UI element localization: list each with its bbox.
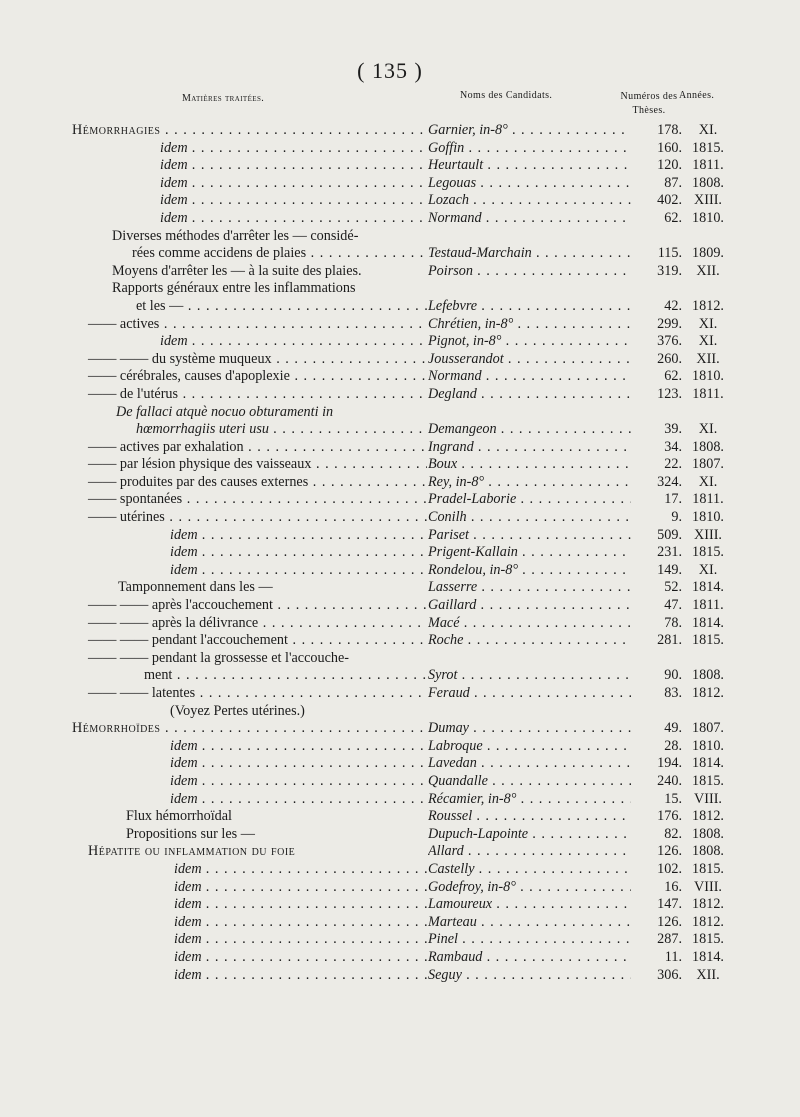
- year: 1815.: [692, 139, 724, 156]
- candidate: Feraud . . .: [428, 685, 631, 703]
- subject: Propositions sur les —: [126, 825, 255, 842]
- table-row: [72, 632, 732, 650]
- year: 1808.: [692, 174, 724, 191]
- table-row: [72, 140, 732, 158]
- table-row: [72, 791, 732, 809]
- subject: Moyens d'arrêter les — à la suite des plaies.: [112, 262, 362, 279]
- subject: —— actives . . .: [72, 316, 427, 334]
- subject: Tamponnement dans les —: [118, 579, 273, 596]
- thesis-number: 39.: [664, 421, 682, 438]
- thesis-number: 123.: [657, 385, 682, 402]
- table-row: [72, 210, 732, 228]
- subject: idem . . .: [72, 773, 427, 791]
- subject: idem . . .: [72, 175, 427, 193]
- thesis-number: 9.: [671, 509, 682, 526]
- table-row: [72, 280, 732, 298]
- index-table: [72, 122, 732, 984]
- year: 1815.: [692, 772, 724, 789]
- thesis-number: 22.: [664, 456, 682, 473]
- candidate: Rambaud . . .: [428, 949, 631, 967]
- candidate: Syrot . . .: [428, 667, 631, 685]
- year: XI.: [698, 421, 718, 438]
- year: 1815.: [692, 632, 724, 649]
- year: XI.: [698, 333, 718, 350]
- year: 1812.: [692, 685, 724, 701]
- subject: —— spontanées . . .: [72, 491, 427, 509]
- thesis-number: 15.: [664, 790, 682, 807]
- thesis-number: 324.: [657, 473, 682, 490]
- subject: —— cérébrales, causes d'apoplexie . . .: [72, 368, 427, 386]
- candidate: Pignot, in-8° . . .: [428, 333, 631, 351]
- candidate: Pradel-Laborie . . .: [428, 491, 631, 509]
- year: 1811.: [692, 491, 724, 508]
- year: XI.: [698, 473, 718, 490]
- thesis-number: 176.: [657, 808, 682, 825]
- thesis-number: 34.: [664, 438, 682, 455]
- thesis-number: 319.: [657, 262, 682, 279]
- year: 1811.: [692, 157, 724, 174]
- candidate: Macé . . .: [428, 615, 631, 633]
- year: 1808.: [692, 438, 724, 455]
- subject: ment . . .: [72, 667, 427, 685]
- thesis-number: 287.: [657, 931, 682, 948]
- subject: idem . . .: [72, 562, 427, 580]
- thesis-number: 178.: [657, 122, 682, 138]
- year: 1812.: [692, 913, 724, 930]
- candidate: Quandalle . . .: [428, 773, 631, 791]
- candidate: Pariset . . .: [428, 527, 631, 545]
- thesis-number: 28.: [664, 737, 682, 754]
- candidate: Normand . . .: [428, 368, 631, 386]
- table-row: [72, 157, 732, 175]
- subject: idem . . .: [72, 544, 427, 562]
- subject: idem . . .: [72, 931, 427, 949]
- year: 1808.: [692, 825, 724, 842]
- header-noms: Noms des Candidats.: [460, 90, 553, 101]
- thesis-number: 402.: [657, 192, 682, 209]
- table-row: [72, 122, 732, 140]
- thesis-number: 78.: [664, 614, 682, 631]
- subject: idem . . .: [72, 914, 427, 932]
- thesis-number: 47.: [664, 597, 682, 614]
- thesis-number: 82.: [664, 825, 682, 842]
- page-number: ( 135 ): [357, 58, 423, 83]
- table-row: [72, 896, 732, 914]
- year: 1807.: [692, 720, 724, 737]
- candidate: Roche . . .: [428, 632, 631, 650]
- thesis-number: 231.: [657, 544, 682, 561]
- candidate: Allard . . .: [428, 843, 631, 861]
- year: 1811.: [692, 597, 724, 614]
- table-row: [72, 720, 732, 738]
- year: 1815.: [692, 860, 724, 877]
- subject: hœmorrhagiis uteri usu . . .: [72, 421, 427, 439]
- subject: Hémorrhoïdes . . .: [72, 720, 427, 738]
- candidate: Chrétien, in-8° . . .: [428, 316, 631, 334]
- thesis-number: 149.: [657, 561, 682, 578]
- subject: —— par lésion physique des vaisseaux . . .: [72, 456, 427, 474]
- thesis-number: 240.: [657, 772, 682, 789]
- candidate: Lamoureux . . .: [428, 896, 631, 914]
- subject: idem . . .: [72, 192, 427, 210]
- subject: (Voyez Pertes utérines.): [170, 702, 305, 719]
- year: XIII.: [694, 192, 722, 209]
- subject: idem . . .: [72, 755, 427, 773]
- table-row: [72, 843, 732, 861]
- subject: Flux hémorrhoïdal: [126, 808, 232, 825]
- table-row: [72, 175, 732, 193]
- thesis-number: 102.: [657, 860, 682, 877]
- table-row: [72, 351, 732, 369]
- year: 1814.: [692, 614, 724, 631]
- candidate: Récamier, in-8° . . .: [428, 791, 631, 809]
- candidate: Pinel . . .: [428, 931, 631, 949]
- thesis-number: 42.: [664, 297, 682, 314]
- table-row: [72, 949, 732, 967]
- table-row: [72, 562, 732, 580]
- header-matieres: Matières traitées.: [182, 93, 265, 104]
- subject: Rapports généraux entre les inflammations: [112, 280, 356, 297]
- subject: idem . . .: [72, 879, 427, 897]
- subject: idem . . .: [72, 967, 427, 985]
- year: XI.: [698, 122, 718, 138]
- table-row: [72, 650, 732, 668]
- table-row: [72, 421, 732, 439]
- thesis-number: 90.: [664, 667, 682, 684]
- subject: —— —— du système muqueux . . .: [72, 351, 427, 369]
- thesis-number: 147.: [657, 896, 682, 913]
- year: XII.: [696, 966, 720, 983]
- candidate: Dupuch-Lapointe . . .: [428, 826, 631, 844]
- thesis-number: 299.: [657, 315, 682, 332]
- year: 1812.: [692, 896, 724, 913]
- thesis-number: 306.: [657, 966, 682, 983]
- table-row: [72, 703, 732, 721]
- candidate: Conilh . . .: [428, 509, 631, 527]
- year: 1814.: [692, 579, 724, 596]
- subject: —— —— latentes . . .: [72, 685, 427, 703]
- table-row: [72, 439, 732, 457]
- year: 1810.: [692, 368, 724, 385]
- thesis-number: 115.: [657, 245, 682, 262]
- thesis-number: 62.: [664, 209, 682, 226]
- thesis-number: 126.: [657, 843, 682, 860]
- candidate: Ingrand . . .: [428, 439, 631, 457]
- table-row: [72, 245, 732, 263]
- table-row: [72, 579, 732, 597]
- subject: idem . . .: [72, 210, 427, 228]
- table-row: [72, 456, 732, 474]
- year: 1808.: [692, 843, 724, 860]
- thesis-number: 17.: [664, 491, 682, 508]
- candidate: Prigent-Kallain . . .: [428, 544, 631, 562]
- candidate: Gaillard . . .: [428, 597, 631, 615]
- candidate: Castelly . . .: [428, 861, 631, 879]
- subject: De fallaci atquè nocuo obturamenti in: [116, 403, 334, 420]
- year: XI.: [698, 561, 718, 578]
- table-row: [72, 404, 732, 422]
- candidate: Lozach . . .: [428, 192, 631, 210]
- table-row: [72, 667, 732, 685]
- thesis-number: 87.: [664, 174, 682, 191]
- candidate: Labroque . . .: [428, 738, 631, 756]
- candidate: Jousserandot . . .: [428, 351, 631, 369]
- candidate: Godefroy, in-8° . . .: [428, 879, 631, 897]
- table-row: [72, 368, 732, 386]
- table-row: [72, 491, 732, 509]
- subject: —— utérines . . .: [72, 509, 427, 527]
- thesis-number: 281.: [657, 632, 682, 649]
- year: 1808.: [692, 667, 724, 684]
- table-row: [72, 738, 732, 756]
- candidate: Boux . . .: [428, 456, 631, 474]
- year: 1814.: [692, 755, 724, 772]
- table-row: [72, 615, 732, 633]
- subject: Hémorrhagies . . .: [72, 122, 427, 140]
- thesis-number: 120.: [657, 157, 682, 174]
- subject: Diverses méthodes d'arrêter les — considé-: [112, 227, 359, 244]
- year: XI.: [698, 315, 718, 332]
- table-row: [72, 931, 732, 949]
- candidate: Lasserre . . .: [428, 579, 631, 597]
- subject: —— —— après l'accouchement . . .: [72, 597, 427, 615]
- table-row: [72, 263, 732, 281]
- subject: et les — . . .: [72, 298, 427, 316]
- thesis-number: 376.: [657, 333, 682, 350]
- year: 1814.: [692, 948, 724, 965]
- subject: idem . . .: [72, 157, 427, 175]
- candidate: Demangeon . . .: [428, 421, 631, 439]
- subject: —— de l'utérus . . .: [72, 386, 427, 404]
- year: 1811.: [692, 385, 724, 402]
- candidate: Roussel . . .: [428, 808, 631, 826]
- thesis-number: 260.: [657, 350, 682, 367]
- candidate: Heurtault . . .: [428, 157, 631, 175]
- table-row: [72, 861, 732, 879]
- thesis-number: 126.: [657, 913, 682, 930]
- table-row: [72, 386, 732, 404]
- year: 1809.: [692, 245, 724, 262]
- table-row: [72, 228, 732, 246]
- table-row: [72, 773, 732, 791]
- year: 1810.: [692, 209, 724, 226]
- subject: idem . . .: [72, 527, 427, 545]
- candidate: Testaud-Marchain . . .: [428, 245, 631, 263]
- year: XII.: [696, 350, 720, 367]
- candidate: Normand . . .: [428, 210, 631, 228]
- subject: —— actives par exhalation . . .: [72, 439, 427, 457]
- header-numeros: Numéros des Thèses.: [620, 91, 678, 116]
- thesis-number: 62.: [664, 368, 682, 385]
- subject: idem . . .: [72, 333, 427, 351]
- subject: idem . . .: [72, 738, 427, 756]
- table-row: [72, 808, 732, 826]
- candidate: Seguy . . .: [428, 967, 631, 985]
- table-row: [72, 527, 732, 545]
- year: 1812.: [692, 297, 724, 314]
- thesis-number: 194.: [657, 755, 682, 772]
- subject: idem . . .: [72, 791, 427, 809]
- subject: —— —— après la délivrance . . .: [72, 615, 427, 633]
- table-row: [72, 192, 732, 210]
- thesis-number: 16.: [664, 878, 682, 895]
- table-row: [72, 826, 732, 844]
- year: XIII.: [694, 526, 722, 543]
- candidate: Marteau . . .: [428, 914, 631, 932]
- year: 1807.: [692, 456, 724, 473]
- table-row: [72, 544, 732, 562]
- table-row: [72, 298, 732, 316]
- table-row: [72, 333, 732, 351]
- header-annees: Années.: [679, 90, 715, 101]
- subject: —— —— pendant la grossesse et l'accouche-: [88, 649, 350, 666]
- table-row: [72, 509, 732, 527]
- subject: idem . . .: [72, 949, 427, 967]
- table-row: [72, 755, 732, 773]
- year: VIII.: [694, 878, 722, 895]
- table-row: [72, 879, 732, 897]
- subject: rées comme accidens de plaies . . .: [72, 245, 427, 263]
- subject: Hépatite ou inflammation du foie: [88, 843, 296, 860]
- table-row: [72, 967, 732, 985]
- table-row: [72, 316, 732, 334]
- subject: idem . . .: [72, 861, 427, 879]
- year: 1810.: [692, 737, 724, 754]
- candidate: Dumay . . .: [428, 720, 631, 738]
- year: VIII.: [694, 790, 722, 807]
- thesis-number: 11.: [664, 948, 682, 965]
- table-row: [72, 597, 732, 615]
- candidate: Garnier, in-8° . . .: [428, 122, 631, 140]
- thesis-number: 52.: [664, 579, 682, 596]
- candidate: Degland . . .: [428, 386, 631, 404]
- year: 1815.: [692, 544, 724, 561]
- year: 1812.: [692, 808, 724, 825]
- thesis-number: 49.: [664, 720, 682, 737]
- candidate: Lavedan . . .: [428, 755, 631, 773]
- candidate: Legouas . . .: [428, 175, 631, 193]
- candidate: Goffin . . .: [428, 140, 631, 158]
- thesis-number: 160.: [657, 139, 682, 156]
- year: XII.: [696, 262, 720, 279]
- candidate: Rondelou, in-8° . . .: [428, 562, 631, 580]
- candidate: Poirson . . .: [428, 263, 631, 281]
- subject: —— —— pendant l'accouchement . . .: [72, 632, 427, 650]
- subject: idem . . .: [72, 140, 427, 158]
- thesis-number: 83.: [664, 685, 682, 701]
- candidate: Rey, in-8° . . .: [428, 474, 631, 492]
- candidate: Lefebvre . . .: [428, 298, 631, 316]
- year: 1815.: [692, 931, 724, 948]
- year: 1810.: [692, 509, 724, 526]
- subject: —— produites par des causes externes . . .: [72, 474, 427, 492]
- thesis-number: 509.: [657, 526, 682, 543]
- table-row: [72, 914, 732, 932]
- subject: idem . . .: [72, 896, 427, 914]
- table-row: [72, 685, 732, 703]
- table-row: [72, 474, 732, 492]
